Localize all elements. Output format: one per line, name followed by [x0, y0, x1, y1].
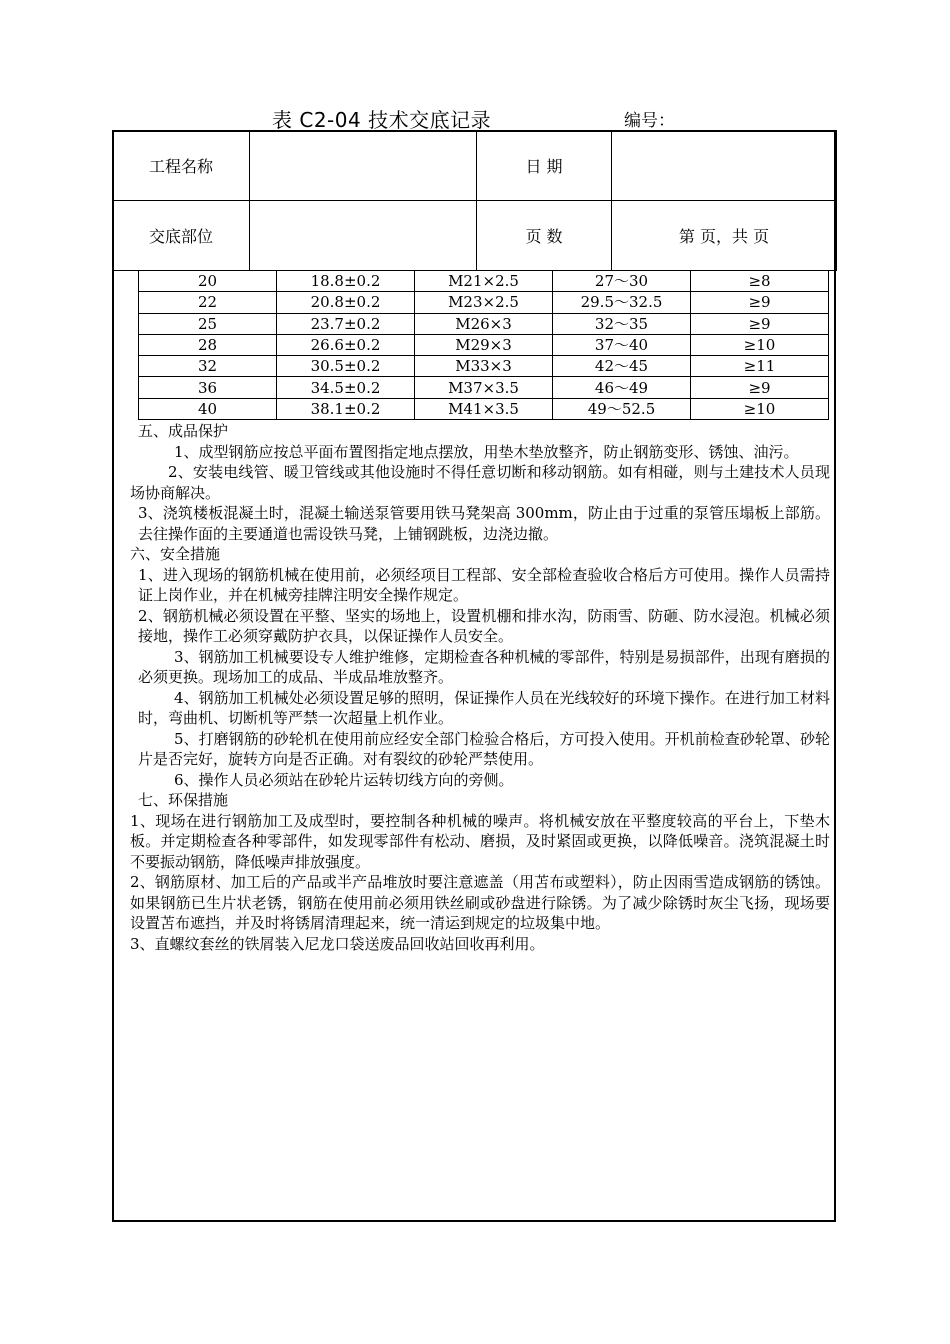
table-cell: 26.6±0.2 [277, 334, 415, 355]
table-cell: ≥9 [691, 292, 829, 313]
table-cell: 27～30 [553, 271, 691, 292]
table-cell: 28 [139, 334, 277, 355]
table-row [139, 356, 829, 377]
table-cell: ≥11 [691, 356, 829, 377]
disclosure-body [130, 421, 830, 954]
table-cell: M41×3.5 [415, 398, 553, 419]
table-cell: 32～35 [553, 313, 691, 334]
table-cell: 23.7±0.2 [277, 313, 415, 334]
part-value [250, 201, 477, 271]
table-cell: 29.5～32.5 [553, 292, 691, 313]
table-cell: 37～40 [553, 334, 691, 355]
paragraph: 1、成型钢筋应按总平面布置图指定地点摆放，用垫木垫放整齐，防止钢筋变形、锈蚀、油污。 [174, 442, 799, 461]
paragraph: 3、浇筑楼板混凝土时，混凝土输送泵管要用铁马凳架高 300mm，防止由于过重的泵管压塌板上部筋。去往操作面的主要通道也需设铁马凳，上铺钢跳板，边浇边撤。 [138, 504, 830, 543]
document-title: 表 C2-04 技术交底记录 [272, 108, 492, 132]
info-row-part [113, 201, 837, 271]
project-name-value [250, 131, 477, 201]
table-cell: M33×3 [415, 356, 553, 377]
table-cell: ≥10 [691, 398, 829, 419]
paragraph: 5、打磨钢筋的砂轮机在使用前应经安全部门检验合格后，方可投入使用。开机前检查砂轮罩、砂轮片是否完好，旋转方向是否正确。对有裂纹的砂轮严禁使用。 [138, 729, 830, 768]
table-row [139, 271, 829, 292]
table-cell: 25 [139, 313, 277, 334]
paragraph: 2、钢筋原材、加工后的产品或半产品堆放时要注意遮盖（用苫布或塑料），防止因雨雪造成钢筋的锈蚀。如果钢筋已生片状老锈，钢筋在使用前必须用铁丝刷或砂盘进行除锈。为了减少除锈时灰尘飞扬，现场要设置苫布遮挡，并及时将锈屑清理起来，统一清运到规定的垃圾集中地。 [130, 873, 830, 932]
table-cell: 36 [139, 377, 277, 398]
info-row-project [113, 131, 837, 201]
paragraph: 2、安装电线管、暖卫管线或其他设施时不得任意切断和移动钢筋。如有相碰，则与土建技术人员现场协商解决。 [130, 463, 830, 502]
table-row [139, 377, 829, 398]
table-cell: M26×3 [415, 313, 553, 334]
table-cell: 22 [139, 292, 277, 313]
table-cell: M29×3 [415, 334, 553, 355]
pages-value: 第 页，共 页 [612, 201, 837, 271]
table-cell: 20 [139, 271, 277, 292]
table-cell: 40 [139, 398, 277, 419]
pages-label: 页 数 [477, 201, 612, 271]
table-cell: 42～45 [553, 356, 691, 377]
table-cell: 20.8±0.2 [277, 292, 415, 313]
table-cell: ≥9 [691, 313, 829, 334]
table-row [139, 313, 829, 334]
table-cell: 18.8±0.2 [277, 271, 415, 292]
thread-spec-table [138, 270, 829, 420]
table-cell: ≥10 [691, 334, 829, 355]
project-name-label: 工程名称 [113, 131, 250, 201]
table-cell: 46～49 [553, 377, 691, 398]
paragraph: 4、钢筋加工机械处必须设置足够的照明，保证操作人员在光线较好的环境下操作。在进行加工材料时，弯曲机、切断机等严禁一次超量上机作业。 [138, 688, 830, 727]
table-cell: 32 [139, 356, 277, 377]
table-cell: M21×2.5 [415, 271, 553, 292]
table-row [139, 398, 829, 419]
section-title-product-protection: 五、成品保护 [138, 422, 229, 440]
table-cell: 30.5±0.2 [277, 356, 415, 377]
paragraph: 1、现场在进行钢筋加工及成型时，要控制各种机械的噪声。将机械安放在平整度较高的平台上，下垫木板。并定期检查各种零部件，如发现零部件有松动、磨损，及时紧固或更换，以降低噪音。浇筑混凝土时不要振动钢筋，降低噪声排放强度。 [130, 811, 830, 871]
paragraph: 3、钢筋加工机械要设专人维护维修，定期检查各种机械的零部件，特别是易损部件，出现有磨损的必须更换。现场加工的成品、半成品堆放整齐。 [138, 647, 830, 686]
table-row [139, 334, 829, 355]
table-cell: M23×2.5 [415, 292, 553, 313]
table-cell: 34.5±0.2 [277, 377, 415, 398]
date-label: 日 期 [477, 131, 612, 201]
paragraph: 6、操作人员必须站在砂轮片运转切线方向的旁侧。 [174, 770, 514, 789]
paragraph: 3、直螺纹套丝的铁屑装入尼龙口袋送废品回收站回收再利用。 [130, 934, 545, 953]
part-label: 交底部位 [113, 201, 250, 271]
header-row [0, 104, 950, 132]
section-title-safety: 六、安全措施 [130, 545, 221, 563]
table-cell: 38.1±0.2 [277, 398, 415, 419]
table-row [139, 292, 829, 313]
table-cell: M37×3.5 [415, 377, 553, 398]
table-cell: ≥9 [691, 377, 829, 398]
table-cell: 49～52.5 [553, 398, 691, 419]
table-cell: ≥8 [691, 271, 829, 292]
paragraph: 1、进入现场的钢筋机械在使用前，必须经项目工程部、安全部检查验收合格后方可使用。操作人员需持证上岗作业，并在机械旁挂牌注明安全操作规定。 [138, 565, 830, 604]
section-title-environment: 七、环保措施 [138, 791, 229, 809]
date-value [612, 131, 837, 201]
paragraph: 2、钢筋机械必须设置在平整、坚实的场地上，设置机棚和排水沟，防雨雪、防砸、防水浸泡。机械必须接地，操作工必须穿戴防护衣具，以保证操作人员安全。 [138, 606, 830, 645]
document-number-label: 编号： [624, 111, 675, 131]
info-table [112, 130, 837, 271]
